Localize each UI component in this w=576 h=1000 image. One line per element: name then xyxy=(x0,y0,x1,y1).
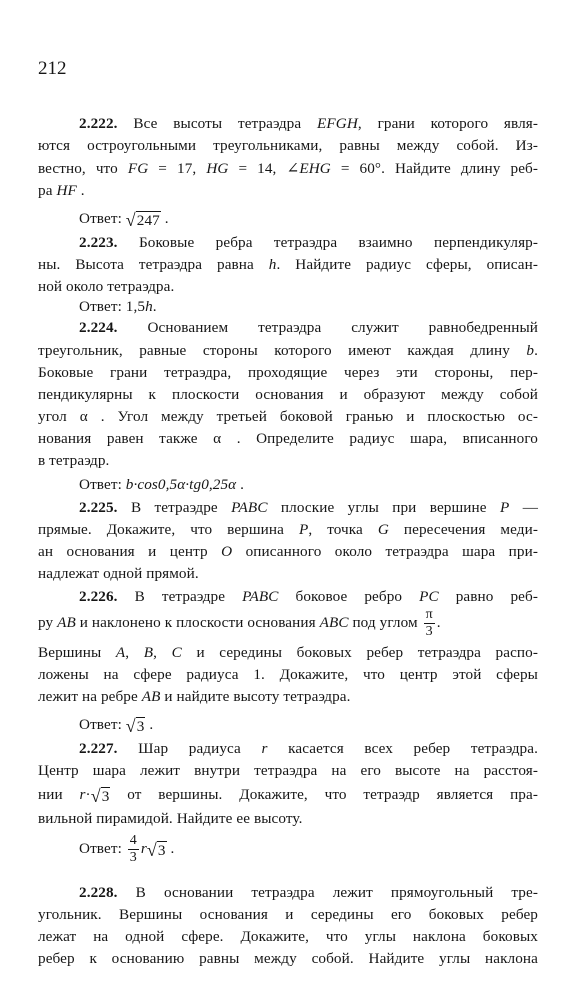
text-line: ребер к основанию равны между собой. Найдите углы наклона xyxy=(38,950,538,967)
answer: Ответ: $\frac{4}{3}$ r √ 3 . xyxy=(79,833,175,866)
text-line: 2.224. Основанием тетраэдра служит равнобедренный xyxy=(79,319,538,336)
text-line: угольник. Вершины основания и середины его боковых ребер xyxy=(38,906,538,923)
answer: Ответ: 1,5h. xyxy=(79,298,157,315)
text-line: прямые. Докажите, что вершина P, точка G пересечения меди- xyxy=(38,521,538,538)
text-line: надлежат одной прямой. xyxy=(38,565,199,582)
answer: Ответ: √ 3 . xyxy=(79,715,154,736)
text-line: нии r· √ 3 от вершины. Докажите, что тетраэдр является пра- xyxy=(38,785,538,806)
text-line: ны. Высота тетраэдра равна h. Найдите радиус сферы, описан- xyxy=(38,256,538,273)
page-number: 212 xyxy=(38,58,67,79)
text-line: вильной пирамидой. Найдите ее высоту. xyxy=(38,810,303,827)
text-line: ложены на сфере радиуса 1. Докажите, что центр этой сферы xyxy=(38,666,538,683)
text-line: в тетраэдр. xyxy=(38,452,110,469)
answer: Ответ: b·cos0,5α·tg0,25α . xyxy=(79,476,245,493)
text-line: лежат на одной сфере. Докажите, что углы наклона боковых xyxy=(38,928,538,945)
text-line: лежит на ребре AB и найдите высоту тетраэдра. xyxy=(38,688,351,705)
text-line: ной около тетраэдра. xyxy=(38,278,175,295)
text-line: 2.228. В основании тетраэдра лежит прямоугольный тре- xyxy=(79,884,538,901)
text-line: ра HF . xyxy=(38,182,85,199)
text-line: треугольник, равные стороны которого имеют каждая длину b. xyxy=(38,342,538,359)
text-line: Центр шара лежит внутри тетраэдра на его высоте на расстоя- xyxy=(38,762,538,779)
text-line: угол α . Угол между третьей боковой гранью и плоскостью ос- xyxy=(38,408,538,425)
answer: Ответ: √ 247 . xyxy=(79,209,169,230)
text-line: 2.223. Боковые ребра тетраэдра взаимно перпендикуляр- xyxy=(79,234,538,251)
text-line: 2.222. Все высоты тетраэдра EFGH, грани которого явля- xyxy=(79,115,538,132)
fraction: $\frac{4}{3}$ xyxy=(129,833,137,866)
text-line: нования равен также α . Определите радиус шара, вписанного xyxy=(38,430,538,447)
fraction: $\frac{\pi}{3}$ xyxy=(425,607,433,640)
text-line: 2.226. В тетраэдре PABC боковое ребро PC равно реб- xyxy=(79,588,538,605)
text-line: ру AB и наклонено к плоскости основания ABC под углом $\frac{\pi}{3}$ . xyxy=(38,607,441,640)
text-line: 2.225. В тетраэдре PABC плоские углы при вершине P — xyxy=(79,499,538,516)
text-line: Боковые грани тетраэдра, проходящие через эти стороны, пер- xyxy=(38,364,538,381)
text-line: ан основания и центр O описанного около тетраэдра шара при- xyxy=(38,543,538,560)
text-line: пендикулярны к плоскости основания и образуют между собой xyxy=(38,386,538,403)
text-line: Вершины A, B, C и середины боковых ребер тетраэдра распо- xyxy=(38,644,538,661)
text-line: ются остроугольными треугольниками, равны между собой. Из- xyxy=(38,137,538,154)
text-line: 2.227. Шар радиуса r касается всех ребер тетраэдра. xyxy=(79,740,538,757)
text-line: вестно, что FG = 17, HG = 14, ∠EHG = 60°. Найдите длину реб- xyxy=(38,160,539,177)
